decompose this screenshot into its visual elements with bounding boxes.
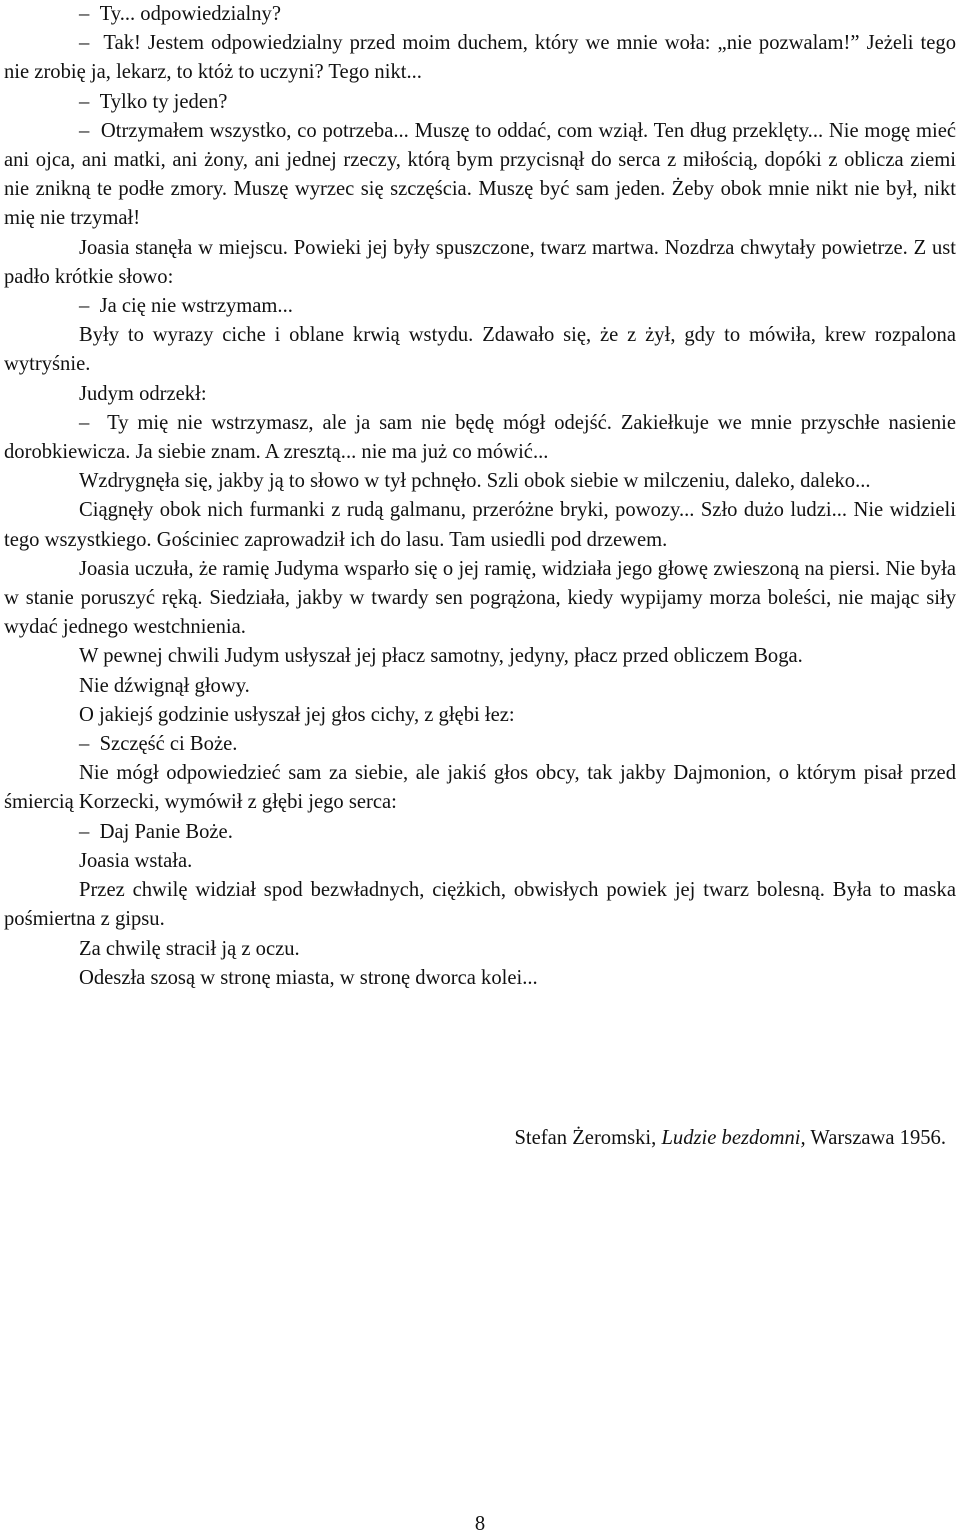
paragraph: O jakiejś godzinie usłyszał jej głos cichy, z głębi łez: [79, 703, 515, 726]
document-page [4, 0, 956, 1537]
paragraph: – Ty... odpowiedzialny? [4, 0, 956, 29]
paragraph: Wzdrygnęła się, jakby ją to słowo w tył pchnęło. Szli obok siebie w milczeniu, daleko, daleko... [79, 470, 871, 493]
paragraph: – Otrzymałem wszystko, co potrzeba... Muszę to oddać, com wziął. Ten dług przeklęty... Nie mogę mieć ani ojca, ani matki, ani żony, ani jednej rzeczy, którą bym przycisnął do serca z miłością, dopóki z oblicza ziemi nie znikną te podłe zmory. Muszę wyrzec się szczęścia. Muszę być sam jeden. Żeby obok mnie nikt nie był, nikt mię nie trzymał! [4, 117, 956, 234]
paragraph: – Szczęść ci Boże. [4, 730, 956, 759]
paragraph: – Ty mię nie wstrzymasz, ale ja sam nie będę mógł odejść. Zakiełkuje we mnie przyschłe nasienie dorobkiewicza. Ja siebie znam. A zresztą... nie ma już co mówić... [4, 409, 956, 467]
paragraph: Judym odrzekł: [79, 382, 207, 405]
paragraph: Joasia stanęła w miejscu. Powieki jej były spuszczone, twarz martwa. Nozdrza chwytały powietrze. Z ust padło krótkie słowo: [4, 236, 956, 288]
paragraph: W pewnej chwili Judym usłyszał jej płacz samotny, jedyny, płacz przed obliczem Boga. [79, 645, 803, 668]
paragraph: Joasia wstała. [79, 849, 193, 872]
page-number: 8 [474, 1513, 486, 1535]
paragraph: Ciągnęły obok nich furmanki z rudą galmanu, przeróżne bryki, powozy... Szło dużo ludzi... Nie widzieli tego wszystkiego. Gościniec zaprowadził ich do lasu. Tam usiedli pod drzewem. [4, 499, 956, 551]
text-body [4, 0, 956, 993]
paragraph: – Tylko ty jeden? [4, 88, 956, 117]
paragraph: Joasia uczuła, że ramię Judyma wsparło się o jej ramię, widziała jego głowę zwieszoną na piersi. Nie była w stanie poruszyć ręką. Siedziała, jakby w twardy sen pogrążona, kiedy wypijamy morza boleści, nie mając siły wydać jednego westchnienia. [4, 557, 956, 639]
paragraph: Za chwilę stracił ją z oczu. [79, 937, 300, 960]
source-citation [514, 1124, 946, 1153]
paragraph: Odeszła szosą w stronę miasta, w stronę dworca kolei... [79, 966, 538, 989]
paragraph: Nie mógł odpowiedzieć sam za siebie, ale jakiś głos obcy, tak jakby Dajmonion, o którym pisał przed śmiercią Korzecki, wymówił z głębi jego serca: [4, 762, 956, 814]
paragraph: Nie dźwignął głowy. [79, 674, 250, 697]
paragraph: Przez chwilę widział spod bezwładnych, ciężkich, obwisłych powiek jej twarz bolesną. Była to maska pośmiertna z gipsu. [4, 879, 956, 931]
paragraph: – Ja cię nie wstrzymam... [4, 292, 956, 321]
paragraph: – Daj Panie Boże. [4, 818, 956, 847]
paragraph: – Tak! Jestem odpowiedzialny przed moim duchem, który we mnie woła: „nie pozwalam!” Jeżeli tego nie zrobię ja, lekarz, to któż to uczyni? Tego nikt... [4, 29, 956, 87]
citation-place-year: Warszawa 1956. [810, 1127, 946, 1149]
citation-book-title: Ludzie bezdomni, [661, 1127, 806, 1149]
citation-author: Stefan Żeromski, [514, 1127, 657, 1149]
paragraph: Były to wyrazy ciche i oblane krwią wstydu. Zdawało się, że z żył, gdy to mówiła, krew rozpalona wytryśnie. [4, 324, 956, 376]
